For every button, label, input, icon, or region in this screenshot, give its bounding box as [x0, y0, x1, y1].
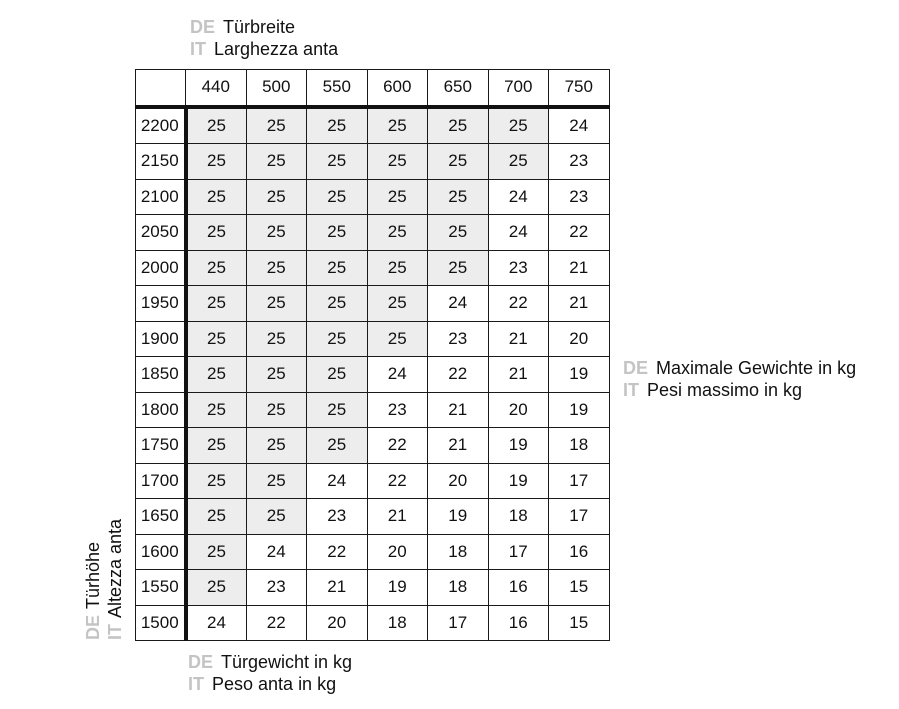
weight-cell: 17: [549, 499, 610, 535]
row-header-2200: 2200: [136, 107, 186, 144]
row-header-2100: 2100: [136, 179, 186, 215]
weight-cell: 23: [307, 499, 368, 535]
row-header-1600: 1600: [136, 534, 186, 570]
weight-table: [135, 69, 610, 641]
legend-label: Pesi massimo in kg: [647, 380, 803, 400]
weight-cell: 23: [246, 570, 307, 606]
row-header-1500: 1500: [136, 605, 186, 641]
weight-cell: 25: [367, 286, 428, 322]
door-height-legend: [82, 519, 126, 640]
table-row: [136, 179, 610, 215]
weight-cell: 23: [549, 179, 610, 215]
weight-cell: 25: [367, 179, 428, 215]
row-header-1900: 1900: [136, 321, 186, 357]
weight-cell: 25: [488, 107, 549, 144]
weight-cell: 22: [307, 534, 368, 570]
weight-cell: 24: [186, 605, 247, 641]
column-header-700: 700: [488, 70, 549, 107]
legend-label: Türbreite: [223, 17, 296, 37]
door-width-legend: [190, 16, 338, 60]
weight-cell: 25: [246, 499, 307, 535]
row-header-1650: 1650: [136, 499, 186, 535]
weight-cell: 25: [246, 144, 307, 180]
weight-cell: 25: [186, 144, 247, 180]
row-header-2000: 2000: [136, 250, 186, 286]
language-code: DE: [623, 358, 649, 378]
row-header-1800: 1800: [136, 392, 186, 428]
weight-cell: 22: [488, 286, 549, 322]
language-code: DE: [190, 17, 216, 37]
table-row: [136, 428, 610, 464]
legend-label: Altezza anta: [105, 518, 125, 618]
weight-cell: 25: [367, 321, 428, 357]
weight-cell: 25: [246, 357, 307, 393]
weight-cell: 25: [246, 286, 307, 322]
legend-line-de: [188, 651, 352, 673]
weight-cell: 16: [488, 605, 549, 641]
weight-cell: 25: [246, 463, 307, 499]
weight-cell: 21: [307, 570, 368, 606]
weight-cell: 25: [186, 250, 247, 286]
legend-line-de: [623, 357, 856, 379]
weight-cell: 19: [428, 499, 489, 535]
language-code: DE: [188, 652, 214, 672]
weight-cell: 15: [549, 605, 610, 641]
weight-cell: 22: [246, 605, 307, 641]
weight-cell: 22: [428, 357, 489, 393]
legend-line-de: [190, 16, 338, 38]
weight-cell: 24: [367, 357, 428, 393]
weight-cell: 20: [428, 463, 489, 499]
table-row: [136, 357, 610, 393]
weight-cell: 25: [246, 215, 307, 251]
legend-label: Maximale Gewichte in kg: [656, 358, 857, 378]
table-row: [136, 321, 610, 357]
legend-line-it: [188, 673, 352, 695]
weight-cell: 24: [549, 107, 610, 144]
weight-cell: 19: [549, 357, 610, 393]
row-header-1950: 1950: [136, 286, 186, 322]
weight-cell: 25: [186, 463, 247, 499]
table-row: [136, 215, 610, 251]
weight-cell: 21: [428, 428, 489, 464]
legend-line-it: [623, 379, 856, 401]
row-header-1700: 1700: [136, 463, 186, 499]
weight-cell: 20: [307, 605, 368, 641]
weight-cell: 25: [186, 321, 247, 357]
table-row: [136, 463, 610, 499]
weight-cell: 24: [488, 215, 549, 251]
weight-cell: 23: [488, 250, 549, 286]
weight-cell: 21: [488, 321, 549, 357]
weight-cell: 25: [186, 392, 247, 428]
weight-cell: 19: [488, 463, 549, 499]
door-weight-legend: [188, 651, 352, 695]
language-code: IT: [105, 624, 125, 640]
weight-cell: 18: [428, 570, 489, 606]
weight-cell: 21: [549, 286, 610, 322]
weight-cell: 22: [549, 215, 610, 251]
weight-cell: 25: [307, 392, 368, 428]
weight-cell: 18: [428, 534, 489, 570]
weight-cell: 22: [367, 463, 428, 499]
legend-line-it: [190, 38, 338, 60]
language-code: DE: [83, 614, 103, 640]
weight-cell: 21: [488, 357, 549, 393]
weight-cell: 23: [367, 392, 428, 428]
corner-cell: [136, 70, 186, 107]
column-header-550: 550: [307, 70, 368, 107]
weight-cell: 25: [307, 215, 368, 251]
weight-cell: 20: [367, 534, 428, 570]
weight-cell: 23: [549, 144, 610, 180]
weight-cell: 21: [549, 250, 610, 286]
weight-cell: 18: [367, 605, 428, 641]
language-code: IT: [623, 380, 639, 400]
weight-cell: 25: [367, 250, 428, 286]
legend-label: Türgewicht in kg: [221, 652, 353, 672]
weight-cell: 25: [428, 250, 489, 286]
weight-cell: 25: [186, 534, 247, 570]
weight-cell: 24: [428, 286, 489, 322]
weight-cell: 24: [307, 463, 368, 499]
row-header-1850: 1850: [136, 357, 186, 393]
weight-cell: 25: [307, 250, 368, 286]
max-weight-legend: [623, 357, 856, 401]
weight-cell: 20: [549, 321, 610, 357]
weight-cell: 25: [246, 250, 307, 286]
table-row: [136, 570, 610, 606]
table-row: [136, 534, 610, 570]
table-row: [136, 392, 610, 428]
legend-label: Türhöhe: [83, 541, 103, 609]
weight-cell: 25: [186, 107, 247, 144]
row-header-2050: 2050: [136, 215, 186, 251]
weight-cell: 21: [367, 499, 428, 535]
legend-label: Peso anta in kg: [212, 674, 337, 694]
weight-cell: 25: [488, 144, 549, 180]
weight-cell: 25: [186, 286, 247, 322]
table-row: [136, 107, 610, 144]
weight-cell: 25: [186, 570, 247, 606]
weight-cell: 25: [307, 286, 368, 322]
weight-cell: 25: [307, 144, 368, 180]
weight-cell: 17: [428, 605, 489, 641]
weight-cell: 25: [186, 179, 247, 215]
weight-cell: 25: [307, 428, 368, 464]
weight-cell: 25: [246, 428, 307, 464]
weight-cell: 25: [246, 179, 307, 215]
weight-cell: 25: [246, 321, 307, 357]
weight-cell: 24: [246, 534, 307, 570]
weight-cell: 20: [488, 392, 549, 428]
weight-cell: 25: [367, 107, 428, 144]
row-header-1750: 1750: [136, 428, 186, 464]
legend-line-it: [104, 519, 126, 640]
language-code: IT: [190, 39, 206, 59]
column-header-600: 600: [367, 70, 428, 107]
row-header-1550: 1550: [136, 570, 186, 606]
weight-cell: 25: [367, 144, 428, 180]
weight-cell: 22: [367, 428, 428, 464]
weight-cell: 16: [488, 570, 549, 606]
weight-cell: 17: [488, 534, 549, 570]
table-row: [136, 499, 610, 535]
weight-cell: 24: [488, 179, 549, 215]
weight-cell: 19: [367, 570, 428, 606]
weight-cell: 25: [367, 215, 428, 251]
weight-cell: 25: [307, 321, 368, 357]
weight-cell: 25: [428, 107, 489, 144]
legend-line-de: [82, 519, 104, 640]
column-header-500: 500: [246, 70, 307, 107]
weight-cell: 23: [428, 321, 489, 357]
weight-cell: 25: [428, 179, 489, 215]
weight-cell: 25: [186, 428, 247, 464]
language-code: IT: [188, 674, 204, 694]
weight-cell: 25: [307, 357, 368, 393]
weight-cell: 17: [549, 463, 610, 499]
weight-cell: 25: [186, 499, 247, 535]
weight-cell: 25: [246, 107, 307, 144]
column-header-750: 750: [549, 70, 610, 107]
weight-cell: 15: [549, 570, 610, 606]
weight-cell: 25: [307, 107, 368, 144]
weight-cell: 25: [186, 357, 247, 393]
table-row: [136, 286, 610, 322]
table-row: [136, 605, 610, 641]
header-row: [136, 70, 610, 107]
weight-cell: 25: [428, 215, 489, 251]
weight-cell: 25: [246, 392, 307, 428]
table-row: [136, 250, 610, 286]
column-header-650: 650: [428, 70, 489, 107]
weight-cell: 18: [549, 428, 610, 464]
weight-cell: 25: [428, 144, 489, 180]
weight-cell: 21: [428, 392, 489, 428]
weight-cell: 19: [488, 428, 549, 464]
weight-cell: 19: [549, 392, 610, 428]
table-row: [136, 144, 610, 180]
weight-cell: 18: [488, 499, 549, 535]
column-header-440: 440: [186, 70, 247, 107]
weight-cell: 16: [549, 534, 610, 570]
legend-label: Larghezza anta: [214, 39, 339, 59]
weight-cell: 25: [307, 179, 368, 215]
weight-cell: 25: [186, 215, 247, 251]
row-header-2150: 2150: [136, 144, 186, 180]
